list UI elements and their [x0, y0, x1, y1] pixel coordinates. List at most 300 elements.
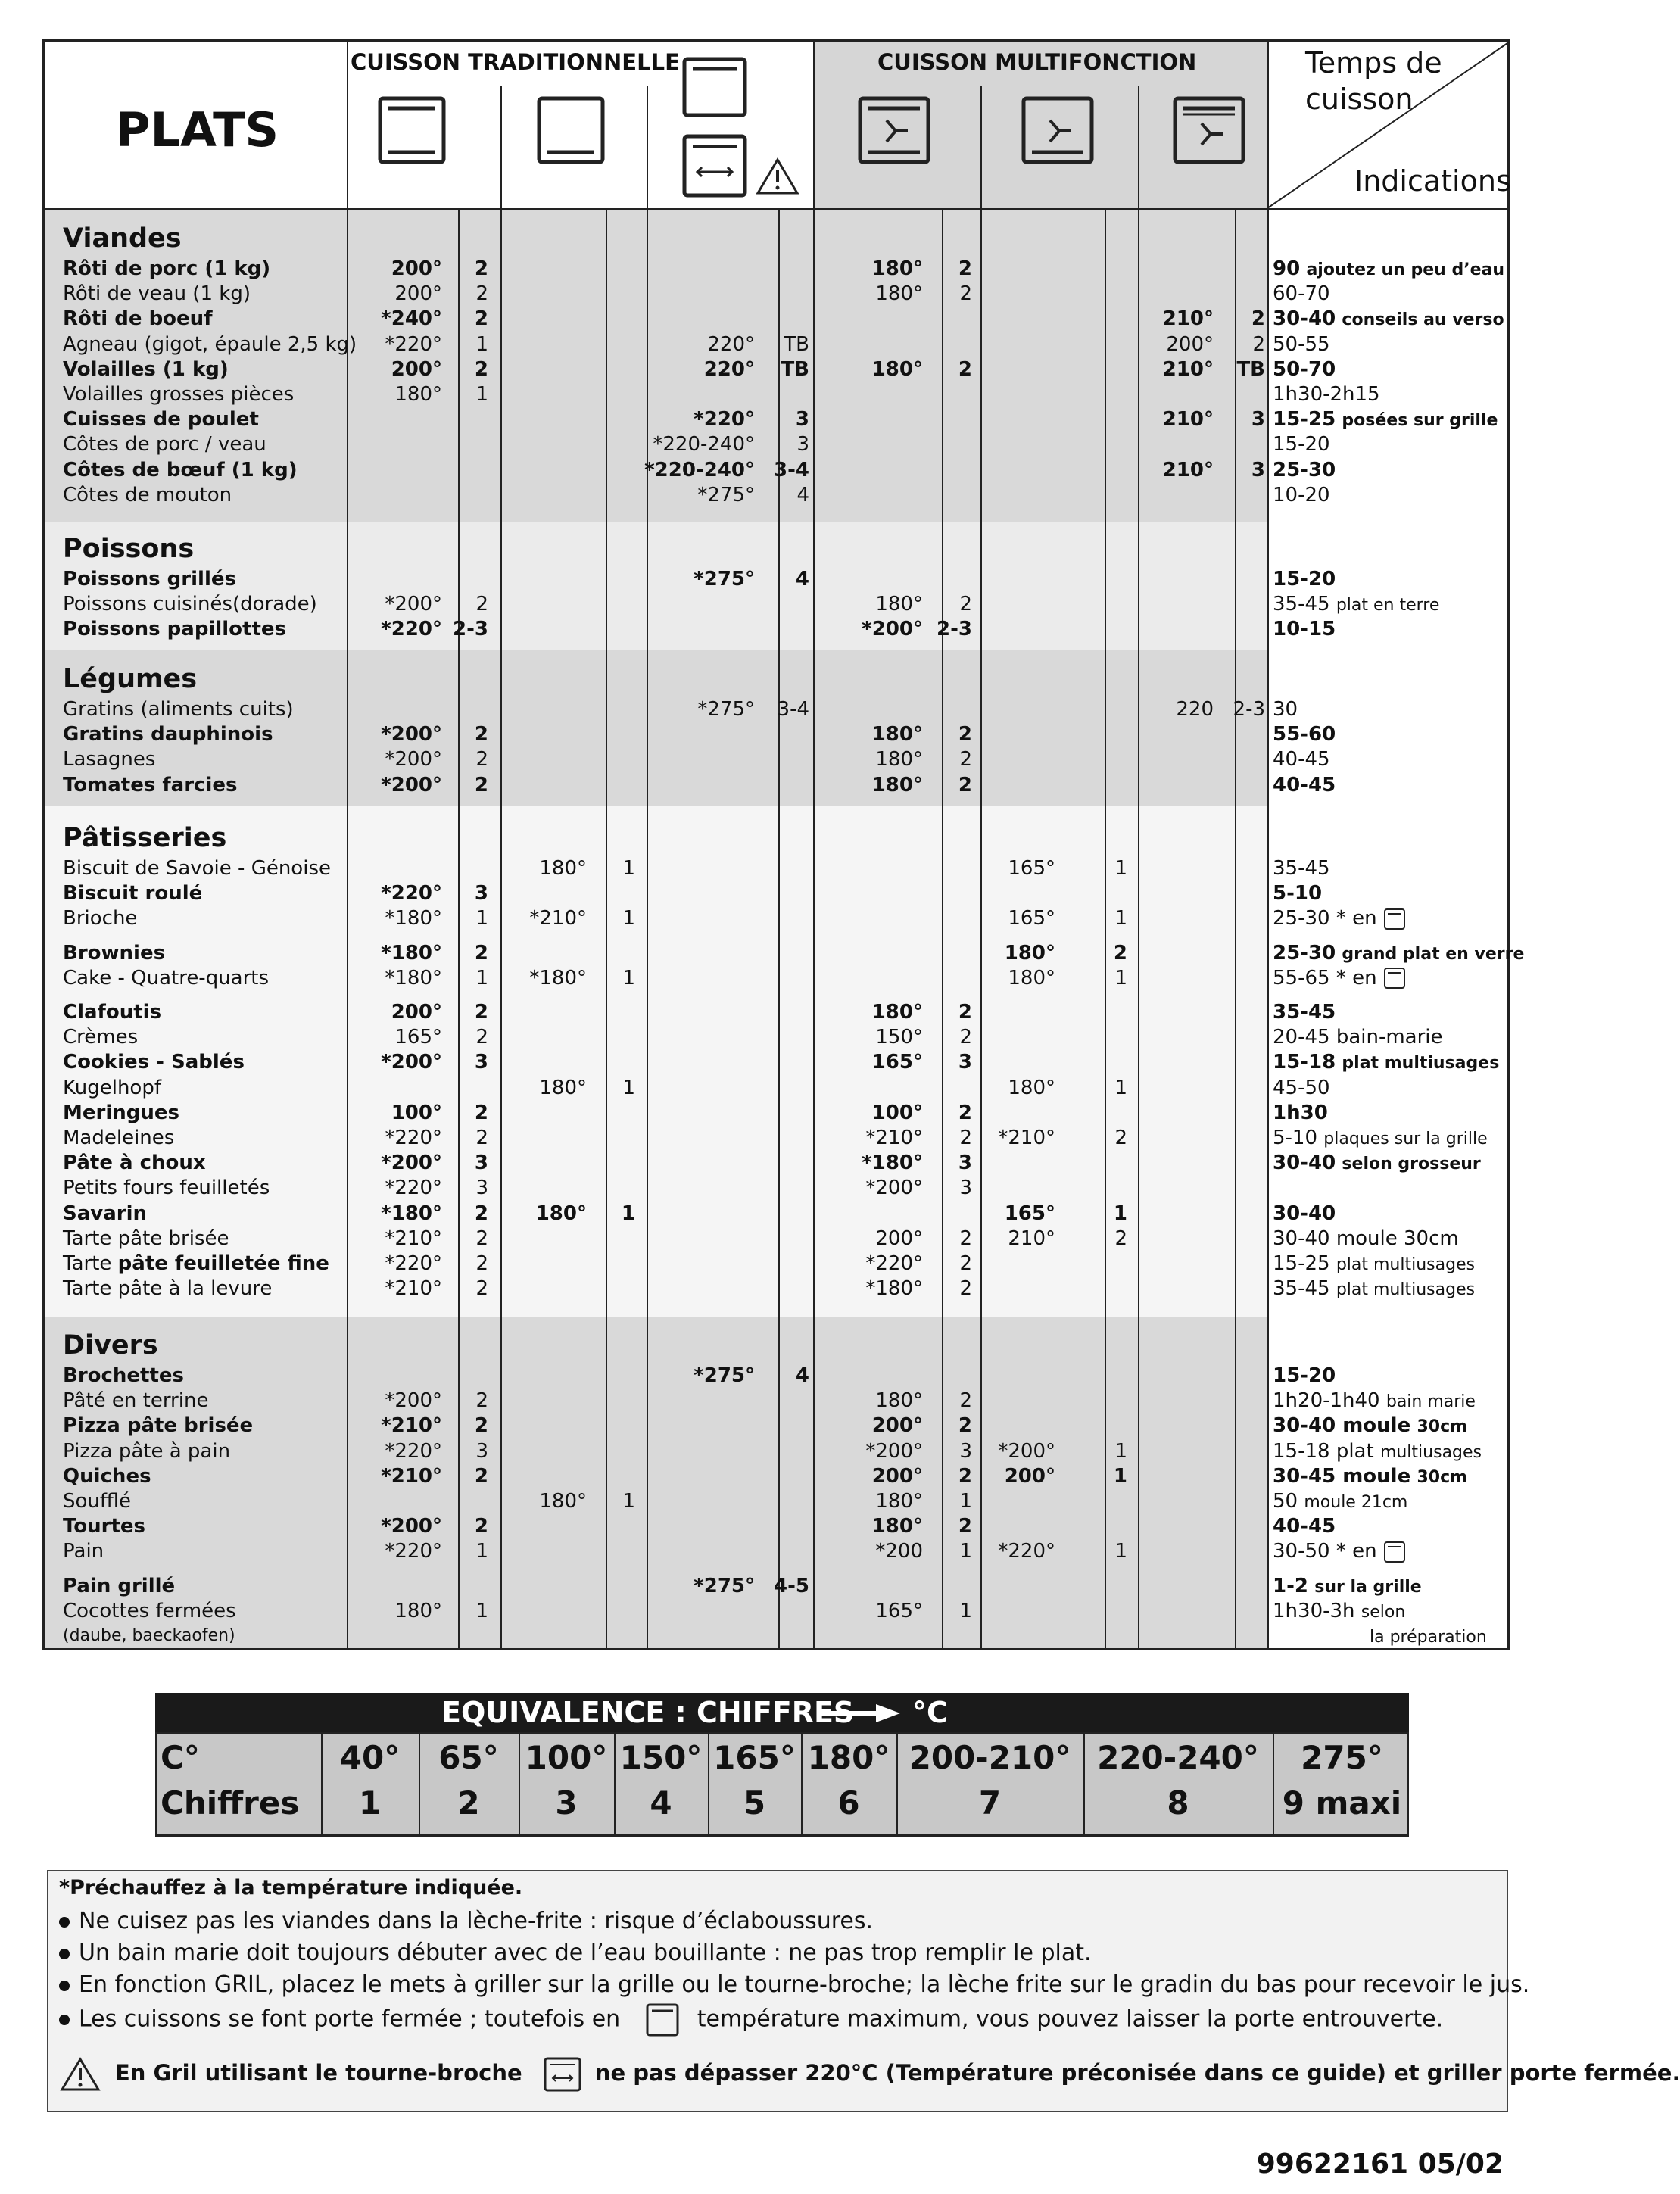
- time-value: 60-70: [1273, 282, 1330, 306]
- section-title: Poissons: [63, 534, 195, 564]
- cell-c10: 2: [1113, 941, 1127, 965]
- dish-name: Volailles grosses pièces: [63, 383, 295, 406]
- cooking-time: [1273, 1388, 1476, 1414]
- cell-c2: 1: [475, 332, 488, 356]
- time-value: 40-45: [1273, 773, 1336, 796]
- cell-c9: *210°: [998, 1127, 1055, 1149]
- cell-c12: 3: [1251, 408, 1265, 432]
- cell-c2: 1: [475, 1599, 488, 1622]
- cell-c2: 2: [474, 1414, 488, 1438]
- cell-c8: 2: [959, 748, 972, 771]
- equivalence-temp: 150°: [619, 1739, 703, 1776]
- cell-c8: 2: [958, 1101, 972, 1124]
- cooking-time: [1273, 1514, 1336, 1538]
- plats-title: PLATS: [116, 102, 279, 157]
- cell-c9: 165°: [1004, 1201, 1055, 1225]
- cooking-time: [1273, 773, 1336, 797]
- cell-c1: 165°: [394, 1026, 442, 1049]
- cell-c9: 210°: [1008, 1226, 1055, 1250]
- cell-c5: *275°: [694, 1364, 755, 1387]
- time-value: 1h30-2h15: [1273, 383, 1380, 406]
- cooking-time: [1273, 1101, 1328, 1125]
- cell-c8: 1: [959, 1599, 972, 1622]
- cell-c8: 2: [959, 282, 972, 306]
- cell-c1: *200°: [381, 1051, 442, 1074]
- time-value: 50-70: [1273, 357, 1336, 381]
- cell-c6: 3: [796, 433, 809, 457]
- oven-grill-icon: [1377, 967, 1406, 989]
- cell-c2: 3: [474, 882, 488, 905]
- dish-name: Crèmes: [63, 1026, 139, 1049]
- dish-name: Clafoutis: [63, 1001, 162, 1024]
- time-note: selon grosseur: [1342, 1155, 1481, 1174]
- dish-name: Savarin: [63, 1201, 148, 1225]
- cell-c1: *200°: [385, 1389, 442, 1413]
- dish-name: Brownies: [63, 941, 166, 965]
- section-title: Pâtisseries: [63, 823, 227, 853]
- time-value: 30-40 moule: [1273, 1414, 1411, 1438]
- cell-c4: 1: [622, 907, 635, 930]
- dish-name: Tarte pâte à la levure: [63, 1277, 273, 1301]
- equivalence-temp: 40°: [339, 1739, 401, 1776]
- dish-name: Cuisses de poulet: [63, 408, 259, 432]
- oven-fan-top-bottom-icon: [858, 96, 930, 164]
- dish-name-bold: pâte feuilletée fine: [117, 1252, 329, 1275]
- dish-name: Pâte à choux: [63, 1152, 206, 1175]
- cell-c7: 180°: [871, 257, 923, 280]
- cell-c1: *200°: [385, 748, 442, 771]
- time-note: plat en terre: [1336, 596, 1440, 616]
- bullet-icon: [59, 2015, 70, 2025]
- header-rule: [45, 208, 1507, 210]
- cell-c3: 180°: [539, 1490, 587, 1513]
- cell-c5: *220°: [694, 408, 755, 432]
- oven-rotisserie-icon: [544, 2057, 581, 2092]
- cooking-time: [1273, 1439, 1482, 1465]
- time-note: grand plat en verre: [1342, 944, 1525, 964]
- cell-c10: 1: [1114, 1439, 1127, 1463]
- cell-c2: 2: [474, 257, 488, 280]
- cell-c7: 180°: [875, 593, 923, 616]
- equivalence-unit: °C: [912, 1696, 948, 1729]
- cooking-time: [1273, 1599, 1405, 1625]
- cell-c8: 2: [959, 1026, 972, 1049]
- warning-note: [59, 2056, 1680, 2093]
- section-title: Viandes: [63, 223, 182, 254]
- cell-c2: 3: [474, 1051, 488, 1074]
- cell-c8: 2: [959, 1277, 972, 1301]
- cell-c5: *275°: [694, 568, 755, 591]
- time-value: 10-15: [1273, 618, 1336, 641]
- multifonction-header: CUISSON MULTIFONCTION: [877, 49, 1197, 75]
- cell-c1: *180°: [385, 966, 442, 989]
- equivalence-title: EQUIVALENCE : CHIFFRES: [441, 1696, 855, 1729]
- cell-c1: *200°: [381, 723, 442, 746]
- time-note: plat multiusages: [1336, 1280, 1476, 1300]
- time-value: 35-45: [1273, 1001, 1336, 1024]
- cell-c5: *275°: [694, 1574, 755, 1597]
- cell-c1: *220°: [385, 332, 442, 356]
- bullet-icon: [59, 1981, 70, 1991]
- cell-c9: *220°: [998, 1540, 1055, 1563]
- cooking-time: [1273, 966, 1406, 990]
- cell-c2: 2: [474, 773, 488, 796]
- cell-c1: 200°: [391, 357, 442, 381]
- cell-c2: 2: [474, 941, 488, 965]
- dish-name: Gratins dauphinois: [63, 723, 273, 746]
- dish-name: Poissons papillottes: [63, 618, 287, 641]
- time-value: 15-20: [1273, 433, 1330, 457]
- cooking-time: [1273, 941, 1524, 967]
- time-value: 25-30: [1273, 458, 1336, 481]
- cooking-time: [1273, 1276, 1475, 1302]
- equivalence-number: 9 maxi: [1282, 1784, 1402, 1822]
- cell-c10: 1: [1114, 907, 1127, 930]
- cell-c1: *180°: [385, 907, 442, 930]
- cell-c7: 150°: [875, 1026, 923, 1049]
- cell-c8: 2: [959, 593, 972, 616]
- oven-grill-icon: [646, 2003, 679, 2037]
- dish-name: Lasagnes: [63, 748, 156, 771]
- cell-c2: 2: [475, 748, 488, 771]
- dish-name: Biscuit de Savoie - Génoise: [63, 857, 331, 880]
- cell-c7: 180°: [875, 748, 923, 771]
- cell-c11: 210°: [1162, 408, 1214, 432]
- cooking-time: [1273, 856, 1330, 880]
- time-value: 55-65 * en: [1273, 966, 1377, 989]
- time-value: 15-25: [1273, 1252, 1330, 1275]
- equivalence-number: 2: [457, 1784, 480, 1822]
- cell-c7: 200°: [875, 1226, 923, 1250]
- cooking-time: [1273, 1539, 1406, 1563]
- note-item: [59, 1908, 873, 1934]
- cell-c8: 1: [959, 1490, 972, 1513]
- cell-c1: *220°: [381, 882, 442, 905]
- cell-c2: 3: [474, 1152, 488, 1175]
- cooking-time: [1273, 1413, 1467, 1439]
- cell-c7: *200: [875, 1540, 923, 1563]
- cell-c4: 1: [622, 1076, 635, 1099]
- equivalence-number: 1: [358, 1784, 382, 1822]
- time-note: selon: [1361, 1602, 1406, 1622]
- cell-c9: 180°: [1008, 966, 1055, 989]
- cell-c7: *180°: [862, 1152, 923, 1175]
- cooking-time: [1273, 1151, 1481, 1176]
- cell-c1: 180°: [394, 1599, 442, 1622]
- note-text: Les cuissons se font porte fermée ; toutefois en: [79, 2005, 621, 2033]
- dish-name: Cake - Quatre-quarts: [63, 966, 270, 989]
- cooking-time: [1273, 1126, 1488, 1152]
- cell-c10: 1: [1113, 1464, 1127, 1488]
- cell-c4: 1: [622, 966, 635, 989]
- dish-name: Volailles (1 kg): [63, 357, 229, 381]
- cell-c10: 1: [1113, 1201, 1127, 1225]
- cell-c8: 2: [958, 1464, 972, 1488]
- note-text: Ne cuisez pas les viandes dans la lèche-frite : risque d’éclaboussures.: [79, 1908, 874, 1934]
- cell-c1: *220°: [385, 1176, 442, 1200]
- cell-c3: 180°: [539, 1076, 587, 1099]
- cooking-time: [1273, 722, 1336, 746]
- cell-c5: *220-240°: [653, 433, 755, 457]
- cell-c4: 1: [622, 1490, 635, 1513]
- cell-c8: 2: [958, 1414, 972, 1438]
- cell-c7: 165°: [871, 1051, 923, 1074]
- cell-c8: 3: [959, 1176, 972, 1200]
- time-value: 30-40: [1273, 307, 1336, 331]
- cooking-time: [1273, 357, 1336, 382]
- cooking-time: [1273, 382, 1380, 407]
- cell-c1: *210°: [385, 1226, 442, 1250]
- cell-c9: 165°: [1008, 857, 1055, 880]
- cell-c2: 3: [475, 1439, 488, 1463]
- cooking-time: [1273, 1076, 1330, 1100]
- oven-grill-icon: [682, 57, 747, 117]
- cell-c8: 2: [958, 773, 972, 796]
- dish-name: Pain: [63, 1540, 104, 1563]
- cooking-time: [1273, 881, 1322, 905]
- cell-c12: 3: [1251, 458, 1265, 481]
- cooking-time: [1273, 697, 1298, 721]
- time-value: 40-45: [1273, 748, 1330, 771]
- cell-c1: *210°: [385, 1277, 442, 1301]
- time-value: 25-30: [1273, 941, 1336, 965]
- oven-grill-icon: [1377, 907, 1406, 930]
- time-value: 35-45: [1273, 593, 1330, 616]
- time-note: posées sur grille: [1342, 411, 1498, 431]
- cooking-time: [1273, 1025, 1443, 1049]
- indications-label: Indications: [1354, 164, 1511, 198]
- time-note: plat multiusages: [1336, 1255, 1476, 1274]
- dish-name: Pâté en terrine: [63, 1389, 209, 1413]
- equivalence-temp: 180°: [807, 1739, 890, 1776]
- cell-c7: 180°: [871, 1001, 923, 1024]
- cell-c11: 220: [1176, 698, 1214, 721]
- time-value: 15-20: [1273, 1364, 1336, 1387]
- cell-c5: *220-240°: [644, 458, 755, 481]
- equivalence-title-bar: [155, 1693, 1409, 1732]
- cell-c6: 3-4: [777, 698, 809, 721]
- time-value: 30: [1273, 698, 1298, 721]
- cell-c7: *200°: [865, 1439, 923, 1463]
- cell-c8: 2: [958, 1515, 972, 1538]
- cell-c1: *200°: [385, 593, 442, 616]
- time-value: 10-20: [1273, 483, 1330, 506]
- cell-c2: 2-3: [453, 618, 488, 641]
- cell-c1: *220°: [385, 1252, 442, 1275]
- cell-c8: 2: [958, 1001, 972, 1024]
- dish-name: Quiches: [63, 1464, 151, 1488]
- dish-name: Gratins (aliments cuits): [63, 698, 294, 721]
- cell-c7: 180°: [871, 723, 923, 746]
- cell-c1: *240°: [381, 307, 442, 331]
- time-value: 30-40: [1273, 1152, 1336, 1175]
- dish-name: Poissons grillés: [63, 568, 236, 591]
- cell-c8: 2: [958, 723, 972, 746]
- cooking-time: [1273, 483, 1330, 507]
- cell-c9: 180°: [1004, 941, 1055, 965]
- cell-c10: 1: [1114, 857, 1127, 880]
- time-value: 55-60: [1273, 723, 1336, 746]
- time-value: 25-30 * en: [1273, 907, 1377, 930]
- cooking-time: [1273, 567, 1336, 591]
- time-value: 35-45: [1273, 1277, 1330, 1301]
- dish-name: Rôti de boeuf: [63, 307, 213, 331]
- cell-c5: *275°: [697, 698, 755, 721]
- cell-c3: 180°: [539, 857, 587, 880]
- cell-c10: 1: [1114, 1540, 1127, 1563]
- cooking-time: [1273, 257, 1504, 282]
- cell-c9: 165°: [1008, 907, 1055, 930]
- cell-c2: 1: [475, 1540, 488, 1563]
- dish-name: Biscuit roulé: [63, 882, 203, 905]
- cell-c2: 2: [474, 1201, 488, 1225]
- time-note: sur la grille: [1314, 1577, 1422, 1597]
- cell-c7: 180°: [875, 1389, 923, 1413]
- time-value: 30-45 moule: [1273, 1464, 1411, 1488]
- cell-c8: 2: [959, 1226, 972, 1250]
- cell-c7: 180°: [871, 773, 923, 796]
- dish-name: Petits fours feuilletés: [63, 1176, 270, 1200]
- cell-c2: 2: [474, 1515, 488, 1538]
- cell-c2: 2: [475, 1026, 488, 1049]
- time-value: 45-50: [1273, 1076, 1330, 1099]
- cooking-time: [1273, 1226, 1459, 1251]
- cell-c12: 2: [1251, 307, 1265, 331]
- oven-fan-grill-icon: [1173, 96, 1245, 164]
- cooking-time: [1273, 1050, 1499, 1076]
- time-note: ajoutez un peu d’eau: [1306, 260, 1505, 279]
- dish-name: Cocottes fermées: [63, 1599, 236, 1622]
- cooking-time: [1273, 1251, 1475, 1277]
- preheat-note: *Préchauffez à la température indiquée.: [59, 1876, 523, 1899]
- time-value: 1h20-1h40: [1273, 1389, 1380, 1413]
- cooking-time: [1273, 407, 1498, 433]
- dish-name: Pain grillé: [63, 1574, 176, 1597]
- time-value: 20-45 bain-marie: [1273, 1026, 1443, 1049]
- cell-c1: *200°: [381, 1152, 442, 1175]
- equivalence-number-label: Chiffres: [161, 1784, 300, 1822]
- cell-c7: 200°: [871, 1414, 923, 1438]
- dish-name: Rôti de veau (1 kg): [63, 282, 251, 306]
- cell-c1: *220°: [385, 1439, 442, 1463]
- cell-c6: TB: [781, 357, 809, 381]
- cooking-table: [42, 39, 1525, 1650]
- equivalence-temp: 165°: [713, 1739, 796, 1776]
- cooking-time: [1273, 592, 1439, 618]
- cooking-time: [1273, 332, 1330, 357]
- cell-c11: 200°: [1166, 332, 1214, 356]
- cell-c9: 200°: [1004, 1464, 1055, 1488]
- cell-c8: 1: [959, 1540, 972, 1563]
- cell-c7: *200°: [865, 1176, 923, 1200]
- oven-fan-bottom-icon: [1021, 96, 1094, 164]
- cooking-time: [1273, 1363, 1336, 1388]
- time-note: 30cm: [1417, 1467, 1468, 1487]
- note-item: [59, 1971, 1529, 1998]
- time-value: 5-10: [1273, 882, 1323, 905]
- oven-bottom-heat-icon: [537, 96, 605, 164]
- cell-c6: 4: [795, 568, 809, 591]
- cell-c7: 180°: [875, 1490, 923, 1513]
- time-note: 30cm: [1417, 1417, 1468, 1437]
- cell-c2: 2: [474, 1464, 488, 1488]
- cooking-time: [1273, 1489, 1407, 1515]
- time-value: 1h30-3h: [1273, 1599, 1355, 1622]
- bullet-icon: [59, 1917, 70, 1928]
- cell-c7: *200°: [862, 618, 923, 641]
- cell-c8: 2: [958, 257, 972, 280]
- equivalence-temp: 275°: [1301, 1739, 1383, 1776]
- cooking-time: [1273, 1000, 1336, 1024]
- cell-c7: 180°: [875, 282, 923, 306]
- cell-c7: *210°: [865, 1127, 923, 1149]
- cell-c1: *220°: [385, 1127, 442, 1149]
- note-text: température maximum, vous pouvez laisser la porte entrouverte.: [697, 2005, 1444, 2033]
- equivalence-number: 6: [837, 1784, 860, 1822]
- dish-name: Meringues: [63, 1101, 179, 1124]
- cell-c3: *210°: [529, 907, 587, 930]
- time-note: bain marie: [1385, 1392, 1476, 1412]
- time-value: 90: [1273, 257, 1301, 280]
- equivalence-temp: 65°: [438, 1739, 499, 1776]
- cell-c5: 220°: [707, 332, 755, 356]
- cell-c8: 2: [959, 1389, 972, 1413]
- cell-c1: 180°: [394, 383, 442, 406]
- time-value: 1h30: [1273, 1101, 1328, 1124]
- cell-c3: *180°: [529, 966, 587, 989]
- cell-c8: 2: [959, 1127, 972, 1149]
- time-value: 30-50 * en: [1273, 1540, 1377, 1563]
- cell-c10: 1: [1114, 1076, 1127, 1099]
- cell-c1: 100°: [391, 1101, 442, 1124]
- cell-c6: 4: [796, 483, 809, 506]
- time-value: 5-10: [1273, 1127, 1318, 1149]
- cell-c2: 2: [475, 1127, 488, 1149]
- cell-c11: 210°: [1162, 307, 1214, 331]
- cooking-time: [1273, 1574, 1422, 1600]
- cell-c6: TB: [784, 332, 809, 356]
- cell-c8: 3: [959, 1439, 972, 1463]
- cell-c2: 2: [475, 1226, 488, 1250]
- time-note: plaques sur la grille: [1323, 1130, 1488, 1148]
- cooking-time: [1370, 1624, 1487, 1650]
- cell-c2: 1: [475, 966, 488, 989]
- cell-c2: 2: [474, 1001, 488, 1024]
- cell-c8: 2: [958, 357, 972, 381]
- warning-icon: [59, 2056, 101, 2093]
- cell-c2: 1: [475, 383, 488, 406]
- note-item: [59, 1940, 1092, 1966]
- dish-name: Soufflé: [63, 1490, 132, 1513]
- cuisson-label: cuisson: [1305, 83, 1414, 116]
- cell-c12: 2-3: [1233, 698, 1265, 721]
- cell-c7: 180°: [871, 1515, 923, 1538]
- time-note: multiusages: [1379, 1442, 1482, 1462]
- cell-c1: *180°: [381, 941, 442, 965]
- cell-c7: 100°: [871, 1101, 923, 1124]
- temps-label: Temps de: [1305, 46, 1442, 79]
- cell-c1: *200°: [381, 773, 442, 796]
- cell-c7: *220°: [865, 1252, 923, 1275]
- cell-c1: *210°: [381, 1414, 442, 1438]
- time-value: 30-40 moule 30cm: [1273, 1226, 1459, 1250]
- cell-c10: 1: [1114, 966, 1127, 989]
- equivalence-number: 4: [650, 1784, 672, 1822]
- time-value: 1-2: [1273, 1574, 1308, 1597]
- cell-c6: 4: [795, 1364, 809, 1387]
- cell-c9: *200°: [998, 1439, 1055, 1463]
- time-value: 15-18 plat: [1273, 1439, 1374, 1463]
